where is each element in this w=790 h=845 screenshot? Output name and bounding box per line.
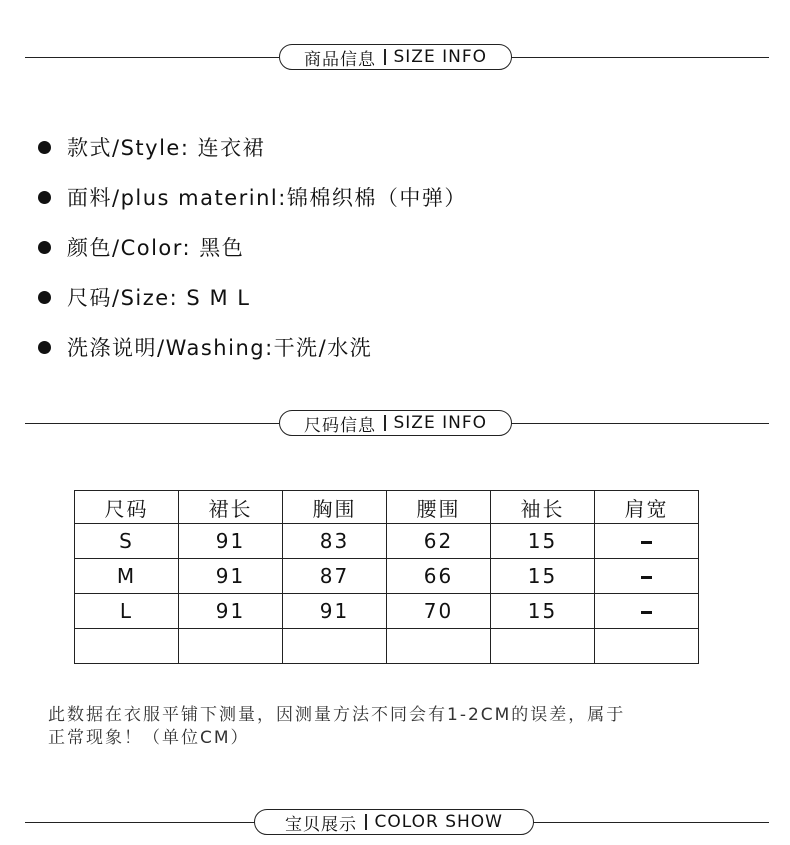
table-cell: 83 [283, 524, 387, 559]
info-item-color [38, 222, 467, 272]
table-cell [595, 629, 699, 664]
info-text: 洗涤说明/Washing:干洗/水洗 [67, 336, 373, 360]
title-separator [384, 415, 386, 431]
info-text: 颜色/Color: 黑色 [67, 236, 245, 260]
section-title-pill [279, 44, 512, 70]
measurement-note [48, 704, 758, 750]
section-title-cn: 宝贝展示 [285, 814, 357, 835]
info-item-material [38, 172, 467, 222]
table-cell [595, 559, 699, 594]
table-cell [387, 629, 491, 664]
size-table [74, 490, 699, 664]
bullet-icon [38, 241, 51, 254]
section-title-cn: 尺码信息 [304, 415, 376, 436]
bullet-icon [38, 191, 51, 204]
bullet-icon [38, 141, 51, 154]
product-info-header [0, 43, 790, 73]
dash-value [641, 611, 652, 614]
table-cell: S [75, 524, 179, 559]
column-header: 袖长 [491, 491, 595, 524]
divider-line [533, 822, 769, 823]
table-cell: 91 [283, 594, 387, 629]
divider-line [25, 822, 255, 823]
table-cell [283, 629, 387, 664]
table-cell: 15 [491, 559, 595, 594]
table-cell: 15 [491, 594, 595, 629]
table-cell: 62 [387, 524, 491, 559]
title-separator [384, 49, 386, 65]
table-cell [179, 629, 283, 664]
table-cell: 87 [283, 559, 387, 594]
info-item-style [38, 122, 467, 172]
table-row [75, 594, 699, 629]
table-cell [595, 594, 699, 629]
divider-line [511, 57, 769, 58]
table-cell: 70 [387, 594, 491, 629]
section-title-pill [279, 410, 512, 436]
info-item-size [38, 272, 467, 322]
column-header: 胸围 [283, 491, 387, 524]
info-item-washing [38, 322, 467, 372]
info-text: 款式/Style: 连衣裙 [67, 136, 266, 160]
table-cell [75, 629, 179, 664]
table-cell: L [75, 594, 179, 629]
table-cell: M [75, 559, 179, 594]
product-info-list [38, 122, 467, 372]
table-header-row [75, 491, 699, 524]
table-cell: 66 [387, 559, 491, 594]
column-header: 尺码 [75, 491, 179, 524]
size-info-header [0, 409, 790, 439]
column-header: 裙长 [179, 491, 283, 524]
table-cell: 91 [179, 559, 283, 594]
section-title-en: SIZE INFO [393, 413, 487, 433]
table-cell: 91 [179, 524, 283, 559]
divider-line [25, 57, 279, 58]
section-title-en: SIZE INFO [393, 47, 487, 67]
table-row-empty [75, 629, 699, 664]
dash-value [641, 576, 652, 579]
info-text: 面料/plus materinl:锦棉织棉（中弹） [67, 186, 467, 210]
note-line: 正常现象！（单位CM） [48, 728, 250, 748]
divider-line [25, 423, 279, 424]
bullet-icon [38, 291, 51, 304]
column-header: 腰围 [387, 491, 491, 524]
info-text: 尺码/Size: S M L [67, 286, 251, 310]
table-cell: 91 [179, 594, 283, 629]
table-cell [491, 629, 595, 664]
title-separator [365, 814, 367, 830]
divider-line [511, 423, 769, 424]
bullet-icon [38, 341, 51, 354]
note-line: 此数据在衣服平铺下测量，因测量方法不同会有1-2CM的误差，属于 [48, 705, 626, 725]
color-show-header [0, 808, 790, 838]
section-title-cn: 商品信息 [304, 49, 376, 70]
section-title-pill [254, 809, 534, 835]
section-title-en: COLOR SHOW [374, 812, 503, 832]
dash-value [641, 541, 652, 544]
table-cell [595, 524, 699, 559]
table-row [75, 559, 699, 594]
table-row [75, 524, 699, 559]
column-header: 肩宽 [595, 491, 699, 524]
table-cell: 15 [491, 524, 595, 559]
